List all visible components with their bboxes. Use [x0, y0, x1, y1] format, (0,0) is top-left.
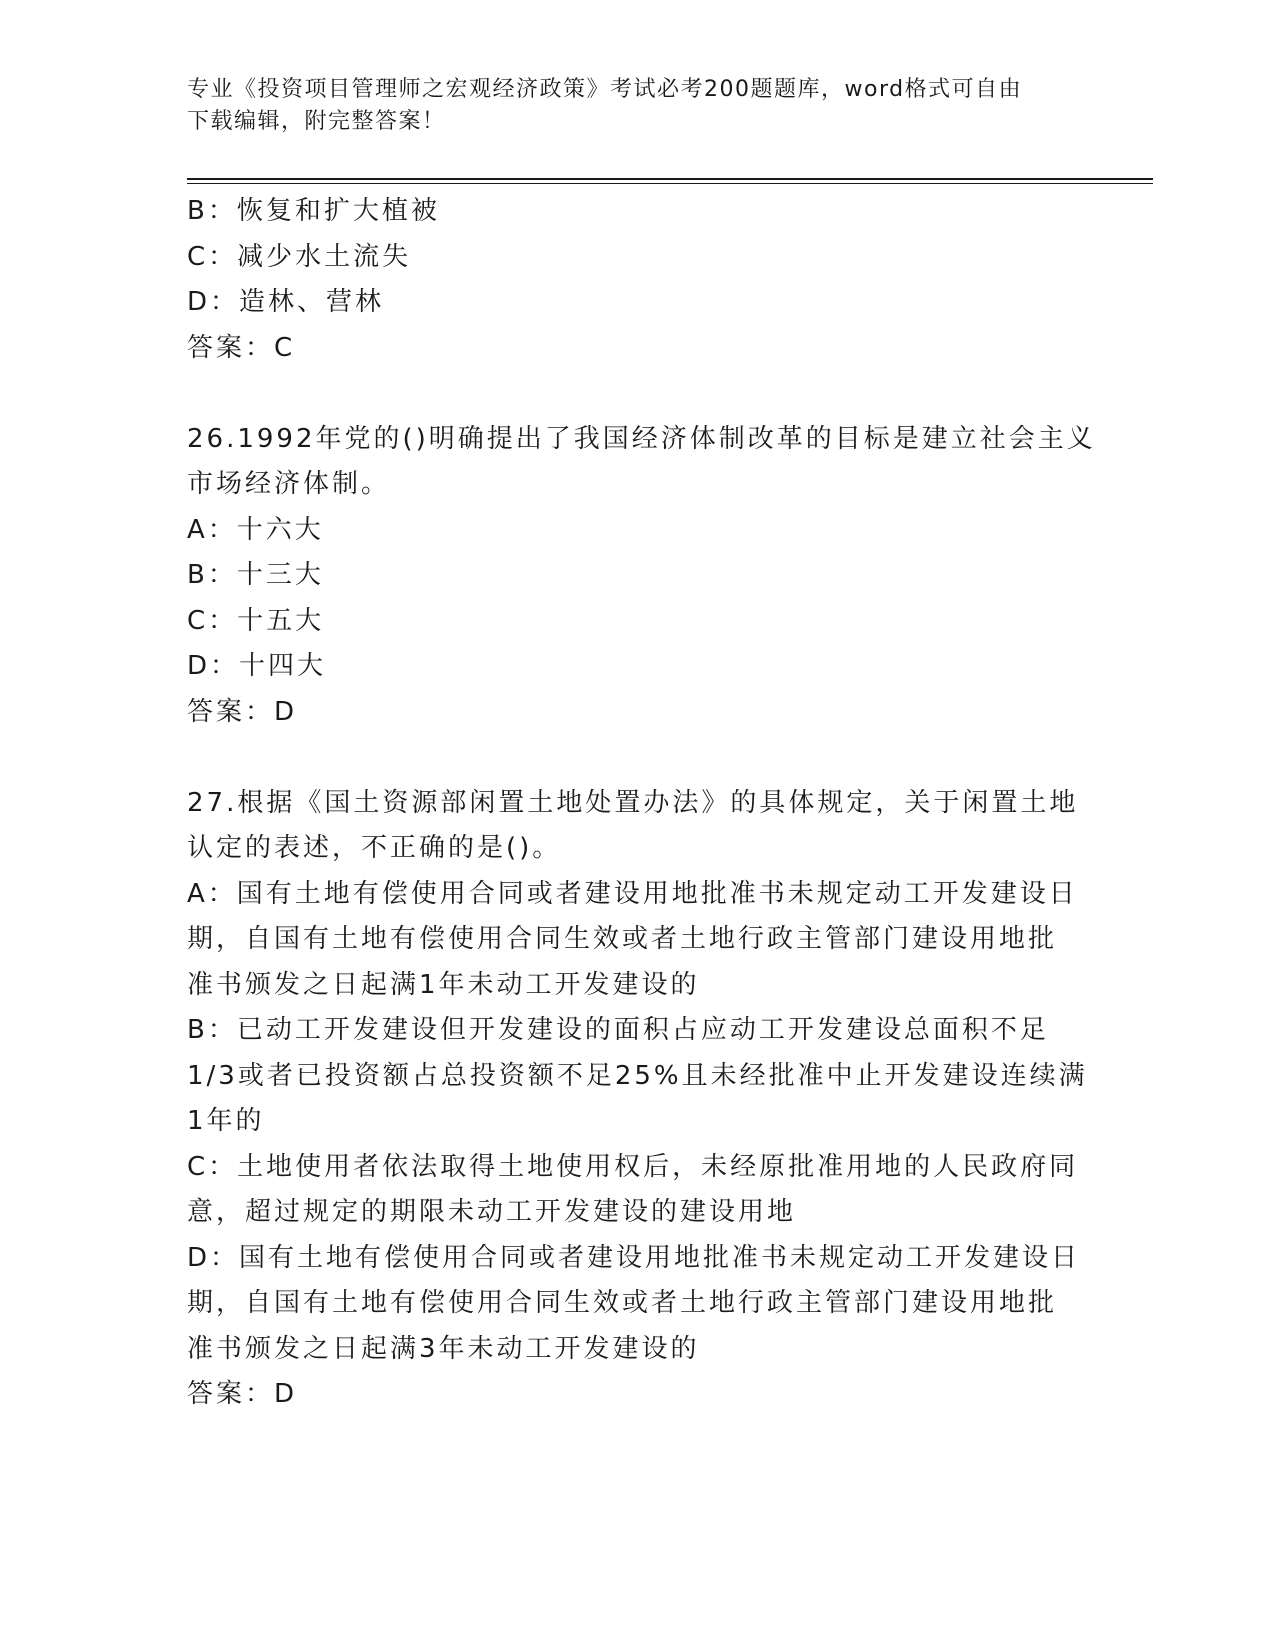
question-spacer: [187, 735, 1087, 781]
q27-option-b-line-2: 1/3或者已投资额占总投资额不足25%且未经批准中止开发建设连续满: [187, 1060, 1088, 1091]
question-26: [187, 417, 1096, 736]
header-divider-thick: [187, 178, 1153, 180]
q27-option-b-line-3: 1年的: [187, 1106, 265, 1136]
q26-option-d: D：十四大: [187, 651, 327, 681]
q27-option-d-line-3: 准书颁发之日起满3年未动工开发建设的: [187, 1333, 700, 1364]
q27-option-b-line-1: B：已动工开发建设但开发建设的面积占应动工开发建设总面积不足: [187, 1015, 1049, 1045]
q25-option-c: C：减少水土流失: [187, 241, 412, 272]
header-line-2: 下载编辑，附完整答案！: [187, 109, 446, 134]
q25-option-b: B：恢复和扩大植被: [187, 196, 440, 226]
q26-option-b: B：十三大: [187, 560, 324, 590]
q27-option-a-line-1: A：国有土地有偿使用合同或者建设用地批准书未规定动工开发建设日: [187, 878, 1078, 909]
q27-answer: 答案：D: [187, 1379, 298, 1409]
question-27: [187, 781, 1087, 1418]
question-25: [187, 189, 1087, 371]
q26-stem-line-2: 市场经济体制。: [187, 469, 391, 499]
header-line-1: 专业《投资项目管理师之宏观经济政策》考试必考200题题库，word格式可自由: [187, 77, 1023, 102]
q27-option-c-line-2: 意，超过规定的期限未动工开发建设的建设用地: [187, 1197, 797, 1227]
q27-stem-line-2: 认定的表述，不正确的是()。: [187, 833, 562, 863]
q27-option-a-line-3: 准书颁发之日起满1年未动工开发建设的: [187, 969, 700, 1000]
question-list: [187, 189, 1096, 1418]
q27-stem-line-1: 27.根据《国土资源部闲置土地处置办法》的具体规定，关于闲置土地: [187, 787, 1079, 818]
q26-stem-line-1: 26.1992年党的()明确提出了我国经济体制改革的目标是建立社会主义: [187, 423, 1096, 454]
q27-option-a-line-2: 期，自国有土地有偿使用合同生效或者土地行政主管部门建设用地批: [187, 924, 1058, 954]
q25-option-d: D：造林、营林: [187, 287, 385, 317]
q27-option-d-line-2: 期，自国有土地有偿使用合同生效或者土地行政主管部门建设用地批: [187, 1288, 1058, 1318]
q27-option-d-line-1: D：国有土地有偿使用合同或者建设用地批准书未规定动工开发建设日: [187, 1242, 1081, 1273]
document-header: [187, 74, 1067, 138]
header-divider-thin: [187, 183, 1153, 184]
q26-option-c: C：十五大: [187, 605, 325, 636]
q27-option-c-line-1: C：土地使用者依法取得土地使用权后，未经原批准用地的人民政府同: [187, 1151, 1079, 1182]
q26-option-a: A：十六大: [187, 514, 324, 545]
question-spacer: [187, 371, 1087, 417]
q25-answer: 答案：C: [187, 332, 296, 363]
q26-answer: 答案：D: [187, 696, 298, 727]
